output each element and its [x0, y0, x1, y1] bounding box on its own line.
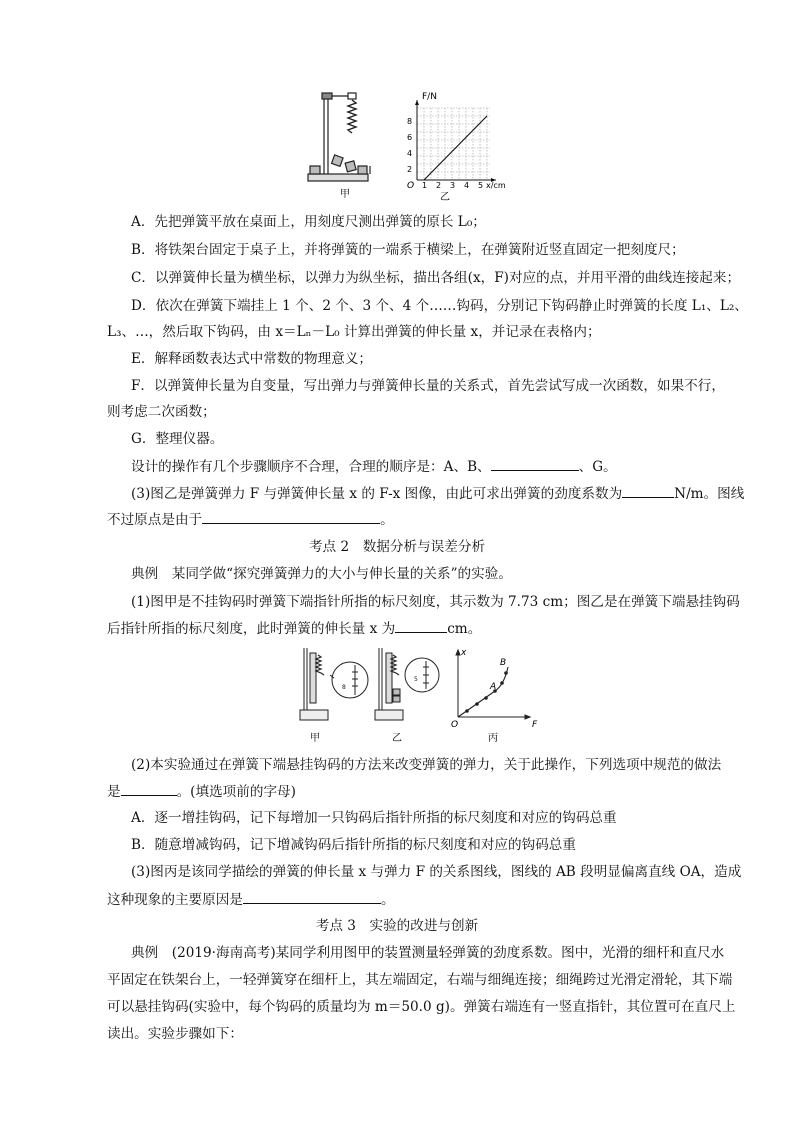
- question-3-text: (3)图乙是弹簧弹力 F 与弹簧伸长量 x 的 F-x 图像，由此可求出弹簧的劲度系数为: [131, 486, 623, 502]
- example-2-q1-line1: (1)图甲是不挂钩码时弹簧下端指针所指的标尺刻度，其示数为 7.73 cm；图乙是在弹簧下端悬挂钩码: [131, 594, 740, 610]
- question-3-text-2: 不过原点是由于: [107, 512, 203, 528]
- fig1-y-tick: 2: [407, 165, 413, 174]
- fig1-label-left: 甲: [340, 189, 350, 200]
- step-d-line1: D．依次在弹簧下端挂上 1 个、2 个、3 个、4 个……钩码，分别记下钩码静止时弹簧的长度 L₁、L₂、: [131, 298, 748, 314]
- example-2-q1-line2: [107, 618, 481, 639]
- fig1-origin: O: [407, 181, 415, 191]
- answer-blank: [121, 781, 177, 796]
- step-c: C．以弹簧伸长量为横坐标，以弹力为纵坐标，描出各组(x，F)对应的点，并用平滑的曲线连接起来；: [131, 270, 741, 286]
- question-order-text: 设计的操作有几个步骤顺序不合理，合理的顺序是：A、B、: [131, 459, 491, 475]
- example-2-q2-line2: [107, 781, 296, 802]
- figure-spring-scale-readings: [290, 645, 540, 745]
- fig2-label-c: 丙: [488, 733, 498, 744]
- fig2-axis-f: F: [532, 720, 538, 730]
- q2-text: 是: [107, 784, 121, 800]
- example-2-option-a: A．逐一增挂钩码，记下每增加一只钩码后指针所指的标尺刻度和对应的钩码总重: [131, 810, 617, 826]
- section-3-title: 考点 3 实验的改进与创新: [315, 918, 479, 934]
- figure-spring-apparatus-and-graph: [300, 88, 530, 203]
- fig2-label-a: 甲: [310, 733, 320, 744]
- answer-blank: [491, 456, 579, 471]
- fig1-x-tick: 3: [450, 181, 456, 190]
- section-2-title: 考点 2 数据分析与误差分析: [308, 539, 486, 555]
- step-b: B．将铁架台固定于桌子上，并将弹簧的一端系于横梁上，在弹簧附近竖直固定一把刻度尺；: [131, 242, 685, 258]
- fig2-point-b: B: [500, 658, 507, 668]
- question-3-line2: [107, 509, 394, 530]
- apparatus-yi: [375, 648, 439, 720]
- fig1-x-tick: 4: [464, 181, 470, 190]
- step-g: G．整理仪器。: [131, 431, 224, 447]
- example-3-line1: 典例 (2019·海南高考)某同学利用图甲的装置测量轻弹簧的劲度系数。图中，光滑的细杆和直尺水: [131, 945, 725, 961]
- fig2-label-b: 乙: [392, 733, 402, 744]
- fig1-y-tick: 4: [407, 149, 413, 158]
- fig1-x-tick: 2: [436, 181, 442, 190]
- apparatus-jia: [300, 648, 368, 720]
- q3-end: 。: [380, 892, 395, 908]
- fig1-y-tick: 6: [407, 133, 413, 142]
- fig1-x-axis-label: x/cm: [486, 181, 506, 190]
- fig1-x-tick: 5: [478, 181, 484, 190]
- step-f-line2: 则考虑二次函数；: [107, 404, 216, 420]
- fig1-y-tick: 8: [407, 117, 413, 126]
- answer-blank: [622, 483, 674, 498]
- q1-unit: cm。: [447, 621, 482, 637]
- example-3-line3: 可以悬挂钩码(实验中，每个钩码的质量均为 m＝50.0 g)。弹簧右端连有一竖直指针，其位置可在直尺上: [107, 999, 736, 1015]
- question-order-end: 、G。: [578, 459, 617, 475]
- question-order: [131, 456, 617, 477]
- step-f-line1: F．以弹簧伸长量为自变量，写出弹力与弹簧伸长量的关系式，首先尝试写成一次函数，如果不行，: [131, 378, 725, 394]
- answer-blank: [202, 509, 380, 524]
- example-3-line4: 读出。实验步骤如下：: [107, 1026, 243, 1042]
- step-a: A．先把弹簧平放在桌面上，用刻度尺测出弹簧的原长 L₀；: [131, 214, 486, 230]
- example-2-q3-line2: [107, 889, 395, 910]
- example-2-intro: 典例 某同学做“探究弹簧弹力的大小与伸长量的关系”的实验。: [131, 566, 512, 582]
- answer-blank: [395, 618, 447, 633]
- question-3-unit: N/m。图线: [674, 486, 745, 502]
- fig2-axis-x: x: [461, 648, 467, 658]
- svg-text:8: 8: [342, 684, 346, 691]
- iron-stand-diagram: [308, 93, 370, 181]
- question-3-end: 。: [380, 512, 394, 528]
- example-3-line2: 平固定在铁架台上，一轻弹簧穿在细杆上，其左端固定，右端与细绳连接；细绳跨过光滑定滑轮，其下端: [107, 972, 733, 988]
- fig2-origin: O: [451, 720, 459, 730]
- q2-note: 。(填选项前的字母): [176, 784, 296, 800]
- fig1-label-right: 乙: [440, 192, 450, 203]
- fig2-point-a: A: [490, 682, 497, 692]
- question-3-line1: [131, 483, 744, 504]
- step-d-line2: L₃、…，然后取下钩码，由 x＝Lₙ－L₀ 计算出弹簧的伸长量 x，并记录在表格内；: [107, 324, 601, 340]
- answer-blank: [243, 889, 381, 904]
- q1-text: 后指针所指的标尺刻度，此时弹簧的伸长量 x 为: [107, 621, 396, 637]
- fig1-y-axis-label: F/N: [422, 92, 437, 102]
- example-2-q2-line1: (2)本实验通过在弹簧下端悬挂钩码的方法来改变弹簧的弹力，关于此操作，下列选项中规范的做法: [131, 757, 722, 773]
- fig1-x-tick: 1: [422, 181, 428, 190]
- example-2-option-b: B．随意增减钩码，记下增减钩码后指针所指的标尺刻度和对应的钩码总重: [131, 837, 576, 853]
- fx-graph: [415, 100, 496, 182]
- svg-text:5: 5: [414, 676, 418, 683]
- q3-text: 这种现象的主要原因是: [107, 892, 243, 908]
- example-2-q3-line1: (3)图丙是该同学描绘的弹簧的伸长量 x 与弹力 F 的关系图线，图线的 AB 段明显偏离直线 OA，造成: [131, 864, 742, 880]
- step-e: E．解释函数表达式中常数的物理意义；: [131, 351, 373, 367]
